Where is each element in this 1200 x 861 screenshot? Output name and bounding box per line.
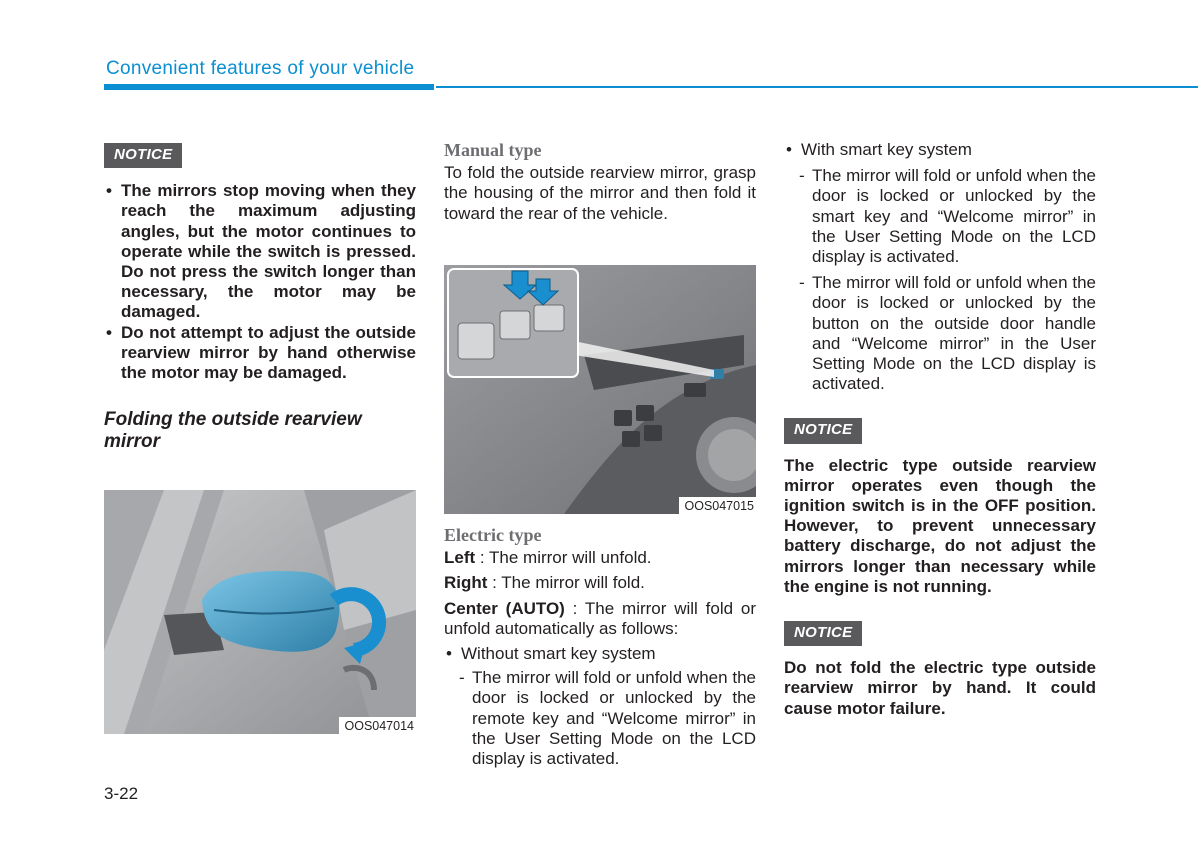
center-setting-text: : The mirror will fold or unfold automatically as follows: — [444, 598, 757, 638]
bullet-icon: • — [786, 140, 792, 159]
center-setting — [444, 599, 756, 639]
list-item — [444, 644, 756, 664]
header-rule-accent — [104, 84, 434, 90]
notice-item-text: The mirrors stop moving when they reach the maximum adjusting angles, but the motor continues to operate while the switch is pressed. Do not press the switch longer than necessary, the motor may be damaged. — [121, 181, 416, 322]
list-item-text: With smart key system — [801, 140, 972, 159]
middle-column — [444, 140, 756, 224]
sub-list-item — [784, 273, 1096, 394]
dash-icon: - — [799, 273, 805, 293]
mirror-fold-drawing — [104, 490, 416, 734]
figure-code: OOS047015 — [679, 497, 757, 514]
left-setting-label: Left — [444, 548, 476, 568]
manual-type-heading: Manual type — [444, 140, 542, 160]
notice-item-text: Do not attempt to adjust the outside rearview mirror by hand otherwise the motor may be damaged. — [121, 322, 416, 383]
notice-item — [104, 181, 416, 322]
notice-badge: NOTICE — [784, 621, 862, 646]
left-column — [104, 143, 416, 453]
notice-badge: NOTICE — [104, 143, 182, 168]
notice-badge: NOTICE — [784, 418, 862, 443]
manual-type-text: To fold the outside rearview mirror, grasp the housing of the mirror and then fold it toward the rear of the vehicle. — [444, 163, 756, 223]
dash-icon: - — [459, 668, 465, 688]
section-title: Convenient features of your vehicle — [106, 58, 415, 79]
center-setting-label: Center (AUTO) — [444, 598, 565, 618]
right-column — [784, 140, 1096, 719]
electric-type-heading: Electric type — [444, 525, 542, 545]
list-item-text: Without smart key system — [461, 644, 656, 664]
electric-type-section — [444, 525, 756, 769]
sub-list-item-text: The mirror will fold or unfold when the door is locked or unlocked by the remote key and “Welcome mirror” in the User Setting Mode on the LCD display is activated. — [472, 668, 756, 769]
bullet-icon: • — [446, 644, 452, 664]
right-setting — [444, 573, 756, 593]
right-setting-text: : The mirror will fold. — [487, 573, 645, 593]
bullet-icon: • — [106, 322, 112, 342]
page-number: 3-22 — [104, 784, 139, 803]
mirror-switch-drawing — [444, 265, 756, 514]
sub-list-item-text: The mirror will fold or unfold when the door is locked or unlocked by the smart key and “Welcome mirror” in the User Setting Mode on the LCD display is activated. — [812, 166, 1096, 267]
left-setting-text: : The mirror will unfold. — [475, 548, 652, 568]
notice-item — [104, 323, 416, 384]
bullet-icon: • — [106, 181, 112, 201]
subheading: Folding the outside rearview mirror — [104, 409, 362, 453]
right-setting-label: Right — [444, 573, 488, 593]
left-setting — [444, 548, 756, 568]
mirror-switch-illustration — [444, 265, 756, 514]
dash-icon: - — [799, 166, 805, 186]
list-item — [784, 140, 1096, 160]
figure-code: OOS047014 — [339, 717, 417, 734]
mirror-fold-illustration — [104, 490, 416, 734]
header-rule — [436, 86, 1198, 88]
sub-list-item — [784, 166, 1096, 267]
sub-list-item-text: The mirror will fold or unfold when the door is locked or unlocked by the button on the outside door handle and “Welcome mirror” in the User Setting Mode on the LCD display is activated. — [812, 273, 1096, 394]
sub-list-item — [444, 668, 756, 769]
notice-text: Do not fold the electric type outside rearview mirror by hand. It could cause motor failure. — [784, 658, 1096, 718]
notice-text: The electric type outside rearview mirror operates even though the ignition switch is in the OFF position. However, to prevent unnecessary battery discharge, do not adjust the mirrors longer than necessary while the engine is not running. — [784, 455, 1096, 596]
